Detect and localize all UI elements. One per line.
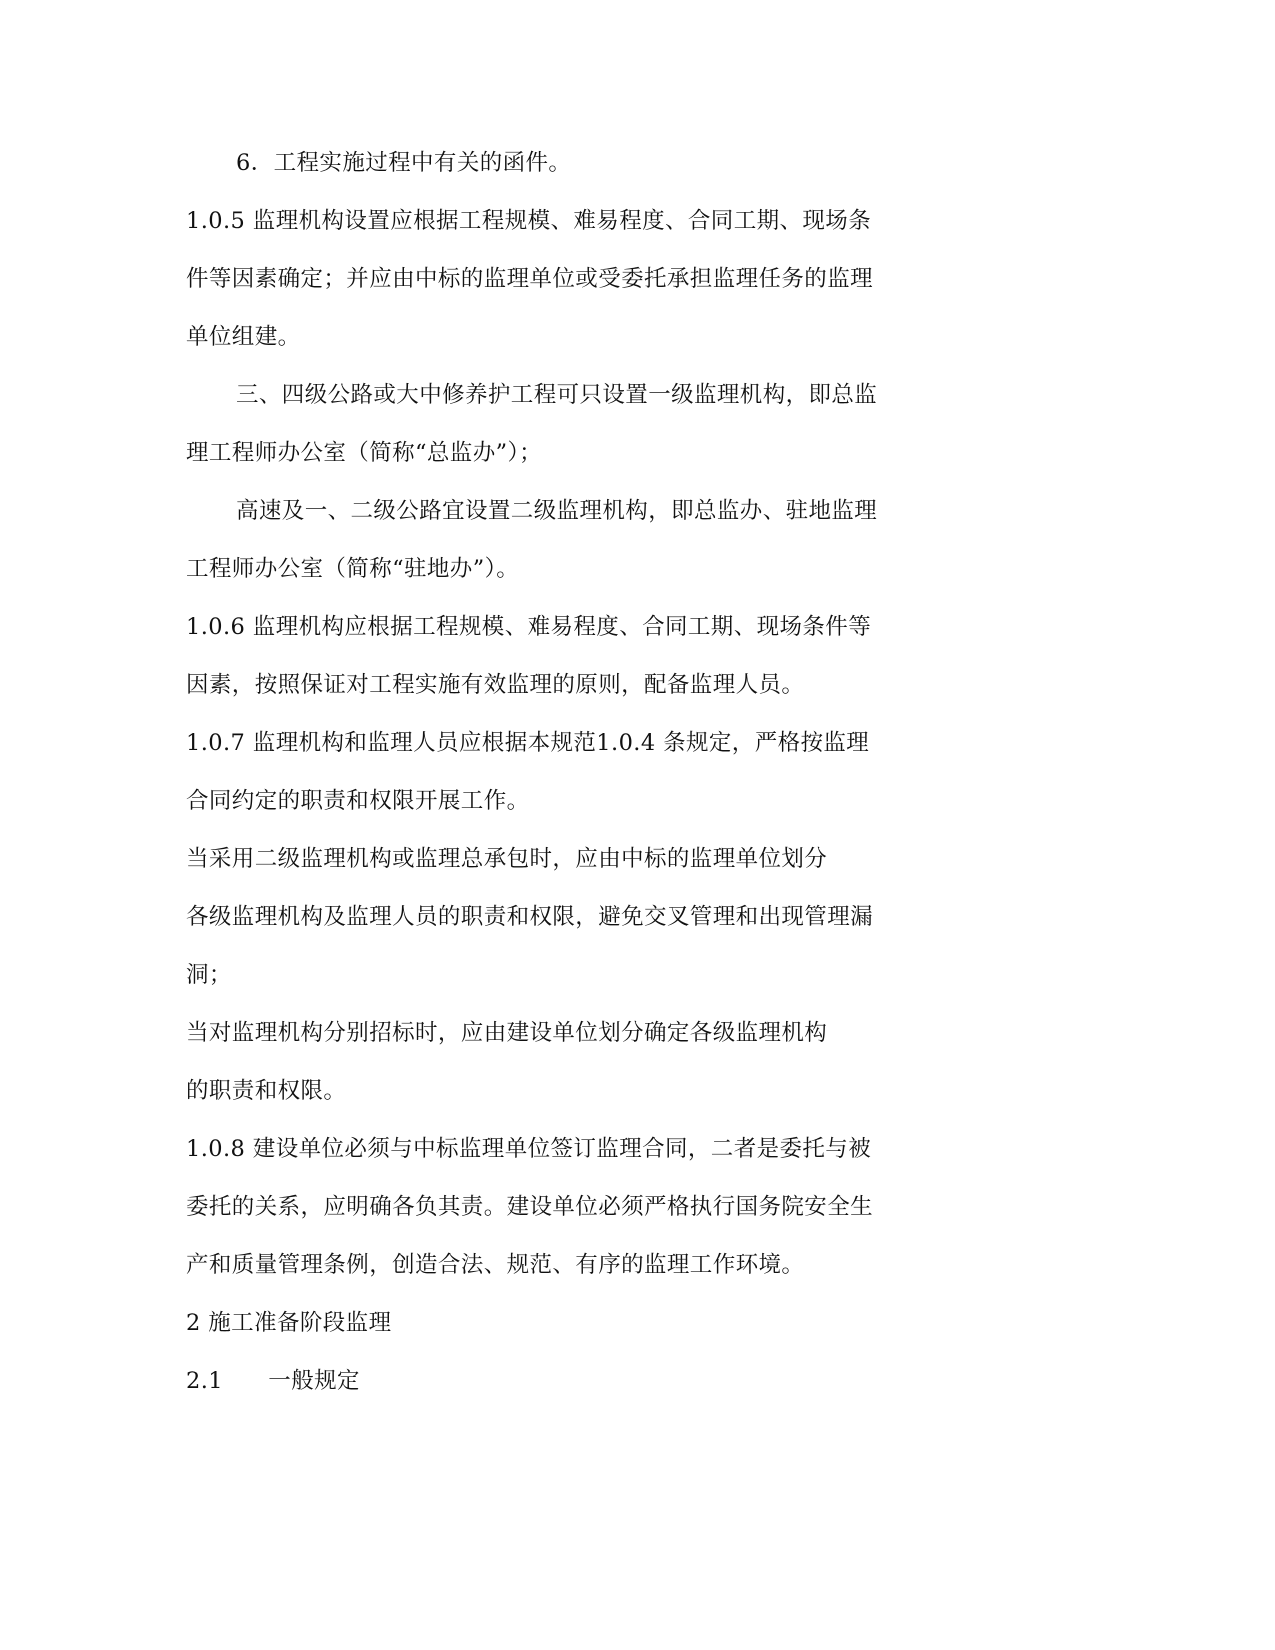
text-line: 件等因素确定；并应由中标的监理单位或受委托承担监理任务的监理 <box>186 266 874 292</box>
text-line: 工程师办公室（简称“驻地办”）。 <box>186 556 520 582</box>
text-line: 理工程师办公室（简称“总监办”）； <box>186 440 543 466</box>
text-line-paragraph: 高速及一、二级公路宜设置二级监理机构，即总监办、驻地监理 <box>236 498 878 524</box>
text-line-item-6: 6．工程实施过程中有关的函件。 <box>236 150 572 176</box>
text-line-clause-1-0-8: 1.0.8 建设单位必须与中标监理单位签订监理合同，二者是委托与被 <box>186 1136 872 1162</box>
text-line: 单位组建。 <box>186 324 301 350</box>
text-line-paragraph: 三、四级公路或大中修养护工程可只设置一级监理机构，即总监 <box>236 382 878 408</box>
text-line-clause-1-0-7: 1.0.7 监理机构和监理人员应根据本规范1.0.4 条规定，严格按监理 <box>186 730 870 756</box>
text-line: 洞； <box>186 962 232 988</box>
text-line-clause-1-0-5: 1.0.5 监理机构设置应根据工程规模、难易程度、合同工期、现场条 <box>186 208 872 234</box>
section-heading-2-1: 2.1 一般规定 <box>186 1368 360 1394</box>
text-line: 产和质量管理条例，创造合法、规范、有序的监理工作环境。 <box>186 1252 805 1278</box>
text-line-clause-1-0-6: 1.0.6 监理机构应根据工程规模、难易程度、合同工期、现场条件等 <box>186 614 872 640</box>
text-line-paragraph: 当对监理机构分别招标时，应由建设单位划分确定各级监理机构 <box>186 1020 828 1046</box>
text-line: 委托的关系，应明确各负其责。建设单位必须严格执行国务院安全生 <box>186 1194 874 1220</box>
section-heading-2: 2 施工准备阶段监理 <box>186 1310 392 1336</box>
text-line-paragraph: 当采用二级监理机构或监理总承包时，应由中标的监理单位划分 <box>186 846 828 872</box>
text-line: 合同约定的职责和权限开展工作。 <box>186 788 530 814</box>
text-line: 的职责和权限。 <box>186 1078 347 1104</box>
text-line: 各级监理机构及监理人员的职责和权限，避免交叉管理和出现管理漏 <box>186 904 874 930</box>
text-line: 因素，按照保证对工程实施有效监理的原则，配备监理人员。 <box>186 672 805 698</box>
